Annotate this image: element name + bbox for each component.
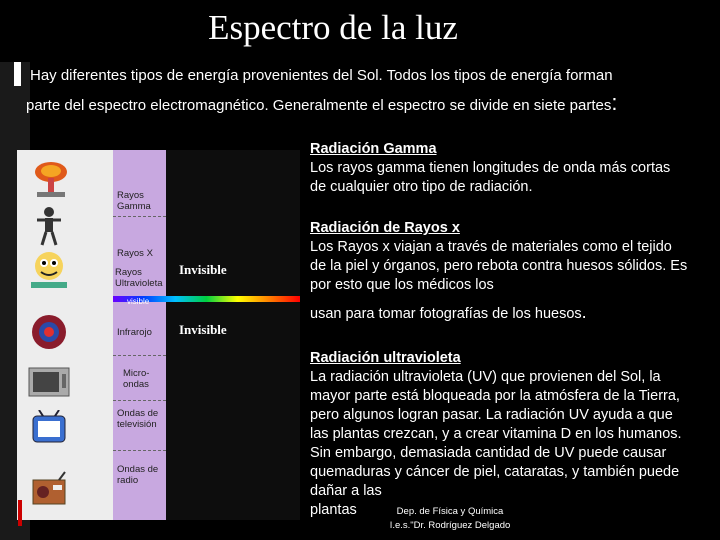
red-accent-bar [18, 500, 22, 526]
sunbather-icon [25, 250, 73, 290]
label-ir: Infrarojo [117, 327, 152, 338]
divider [113, 216, 166, 217]
skeleton-xray-icon [25, 206, 73, 246]
label-micro: Micro-ondas [123, 368, 150, 390]
microwave-icon [25, 362, 73, 402]
label-visible: visible [127, 297, 150, 306]
intro-line-1: Hay diferentes tipos de energía provenientes del Sol. Todos los tipos de energía forman [30, 67, 613, 84]
intro-line-2 [26, 89, 706, 119]
tail-xray-dot: . [581, 302, 587, 322]
label-uv: Rayos Ultravioleta [115, 267, 163, 289]
label-xray: Rayos X [117, 248, 153, 259]
body-uv: La radiación ultravioleta (UV) que provienen del Sol, la mayor parte está bloqueada por la atmósfera de la Tierra, pero algunos logran pasar. La radiación UV ayuda a que las plantas crezcan, y a crear vitamina D en los humanos. Sin embargo, demasiada cantidad de UV puede causar quemaduras y cáncer de piel, cataratas, y también puede dañar a las [310, 369, 682, 499]
tail-xray-text: usan para tomar fotografías de los huesos [310, 306, 582, 322]
tail-xray [310, 303, 690, 324]
label-tv: Ondas de televisión [117, 408, 159, 430]
label-radio: Ondas de radio [117, 464, 159, 486]
invisible-label-bottom: Invisible [179, 322, 227, 337]
section-gamma [310, 140, 690, 197]
invisible-label-top: Invisible [179, 262, 227, 277]
intro-text [26, 62, 706, 119]
footer-line-2: I.e.s."Dr. Rodríguez Delgado [389, 520, 511, 531]
thermal-hand-icon [25, 312, 73, 352]
body-gamma: Los rayos gamma tienen longitudes de onda más cortas de cualquier otro tipo de radiación. [310, 160, 671, 195]
section-xray [310, 219, 690, 324]
bullet-bar [14, 62, 21, 86]
slide-title: Espectro de la luz [208, 8, 458, 47]
heading-gamma: Radiación Gamma [310, 141, 437, 157]
divider [113, 450, 166, 451]
footer-line-1: Dep. de Física y Química [396, 506, 504, 517]
spectrum-illustration [17, 150, 300, 520]
intro-line-2-text: parte del espectro electromagnético. Generalmente el espectro se divide en siete partes [26, 97, 612, 114]
explosion-icon [25, 160, 73, 200]
footer-credit [375, 505, 525, 533]
intro-colon: : [611, 90, 618, 115]
section-uv [310, 349, 690, 520]
radio-icon [25, 470, 73, 510]
heading-uv: Radiación ultravioleta [310, 350, 461, 366]
tail-uv: plantas [310, 502, 357, 518]
body-xray: Los Rayos x viajan a través de materiales como el tejido de la piel y órganos, pero rebota contra huesos sólidos. Es por esto que los médicos los [310, 239, 688, 293]
heading-xray: Radiación de Rayos x [310, 220, 460, 236]
divider [113, 355, 166, 356]
television-icon [25, 410, 73, 450]
divider [113, 400, 166, 401]
label-gamma: Rayos Gamma [117, 190, 151, 212]
